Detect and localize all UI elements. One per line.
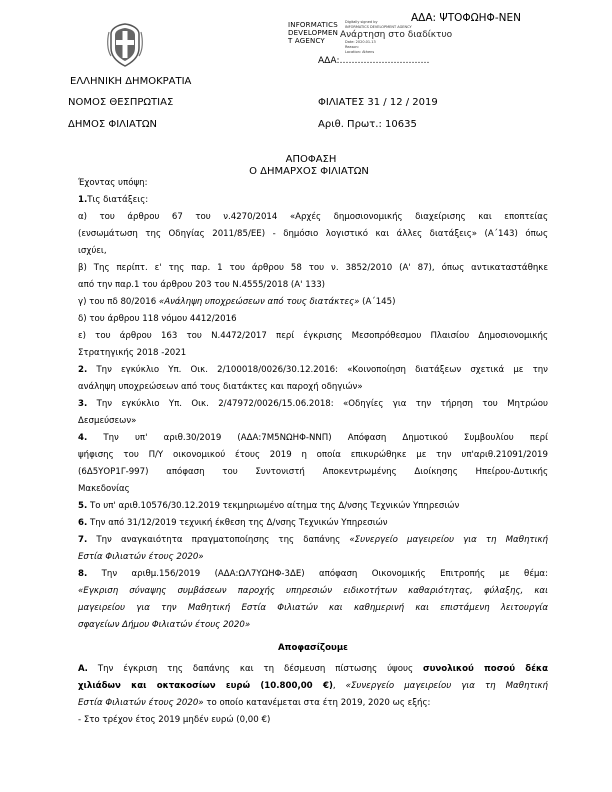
item-1c	[78, 294, 548, 311]
protocol-number: Αριθ. Πρωτ.: 10635	[318, 119, 417, 130]
decision-a-line-2	[78, 678, 548, 695]
stamp-line-1: INFORMATICS	[288, 21, 338, 29]
intro-text: Έχοντας υπόψη:	[78, 178, 148, 188]
item-5-text: Το υπ' αριθ.10576/30.12.2019 τεκμηριωμένο αίτημα της Δ/νσης Τεχνικών Υπηρεσιών	[87, 501, 460, 511]
item-3-line-1	[78, 396, 548, 413]
item-3-text-1: Την εγκύκλιο Υπ. Οικ. 2/47972/0026/15.06.2018: «Οδηγίες για την τήρηση του Μητρώου	[87, 399, 548, 409]
item-5-number: 5.	[78, 501, 88, 511]
stamp-tiny-2: INFORMATICS DEVELOPMENT AGENCY	[345, 25, 412, 29]
decide-heading	[78, 640, 548, 657]
item-5	[78, 498, 548, 515]
item-1e-line-2: Στρατηγικής 2018 -2021	[78, 348, 187, 358]
item-2-text-1: Την εγκύκλιο Υπ. Οικ. 2/100018/0026/30.12.2016: «Κοινοποίηση διατάξεων σχετικά με την	[87, 365, 548, 375]
coat-of-arms-emblem	[105, 22, 145, 68]
stamp-tiny-4: Reason:	[345, 45, 359, 49]
item-7-number: 7.	[78, 535, 88, 545]
item-8-line-4	[78, 617, 548, 634]
item-1b-line-1: β) Της περίπτ. ε' της παρ. 1 του άρθρου 58 του ν. 3852/2010 (Α' 87), όπως αντικαταστάθηκε	[78, 263, 548, 273]
stamp-tiny-3: Date: 2020.01.13	[345, 40, 376, 44]
item-2-line-1	[78, 362, 548, 379]
item-8-italic-1: «Εγκριση σύναψης συμβάσεων παροχής υπηρεσιών ειδικοτήτων καθαριότητας, φύλαξης, και	[78, 586, 548, 596]
item-2-number: 2.	[78, 365, 88, 375]
item-1a-line-2: (ενσωμάτωση της Οδηγίας 2011/85/ΕΕ) - δημόσιο λογιστικό και άλλες διατάξεις» (Α΄143) όπως	[78, 229, 548, 239]
country-name: ΕΛΛΗΝΙΚΗ ΔΗΜΟΚΡΑΤΙΑ	[70, 76, 192, 87]
decision-a-sub: - Στο τρέχον έτος 2019 μηδέν ευρώ (0,00 €)	[78, 715, 271, 725]
stamp-line-2: DEVELOPMEN	[288, 29, 339, 37]
title-mayor: Ο ΔΗΜΑΡΧΟΣ ΦΙΛΙΑΤΩΝ	[249, 166, 369, 177]
stamp-ada-label: ΑΔΑ:…………………………	[318, 56, 430, 66]
item-2-line-2: ανάληψη υποχρεώσεων από τους διατάκτες και παροχή οδηγιών»	[78, 382, 363, 392]
item-4-line-4: Μακεδονίας	[78, 484, 130, 494]
item-3-line-2: Δεσμεύσεων»	[78, 416, 137, 426]
item-3-number: 3.	[78, 399, 88, 409]
item-1c-italic: «Ανάληψη υποχρεώσεων από τους διατάκτες»	[158, 297, 360, 307]
item-1-number: 1.	[78, 195, 88, 205]
decision-a-number: Α.	[78, 664, 88, 674]
decision-a-line-1	[78, 661, 548, 678]
title-decision: ΑΠΟΦΑΣΗ	[285, 154, 337, 165]
municipality-name: ΔΗΜΟΣ ΦΙΛΙΑΤΩΝ	[68, 119, 158, 130]
item-1b-line-2: από την παρ.1 του άρθρου 203 του Ν.4555/2018 (Α' 133)	[78, 280, 326, 290]
item-8-line-2	[78, 583, 548, 600]
prefecture-name: ΝΟΜΟΣ ΘΕΣΠΡΩΤΙΑΣ	[68, 97, 174, 108]
top-ada: ΑΔΑ: ΨΤΟΦΩΗΦ-ΝΕΝ	[411, 12, 521, 24]
decision-a-italic-2: Εστία Φιλιατών έτους 2020»	[78, 698, 204, 708]
item-8-text-1: Την αριθμ.156/2019 (ΑΔΑ:ΩΛ7ΥΩΗΦ-3ΔΕ) απόφαση Οικονομικής Επιτροπής με θέμα:	[87, 569, 548, 579]
item-8-number: 8.	[78, 569, 88, 579]
item-8-italic-2: μαγειρείου για την Μαθητική Εστία Φιλιατών και καθημερινή και επιστάμενη λειτουργία	[78, 603, 548, 613]
item-7-line-2	[78, 549, 548, 566]
document-body	[78, 175, 548, 729]
item-8-italic-3: σφαγείων Δήμου Φιλιατών έτους 2020»	[78, 620, 251, 630]
decision-a-italic-1: «Συνεργείο μαγειρείου για τη Μαθητική	[345, 681, 548, 691]
item-7-italic-1: «Συνεργείο μαγειρείου για τη Μαθητική	[349, 535, 548, 545]
place-date: ΦΙΛΙΑΤΕΣ 31 / 12 / 2019	[318, 97, 438, 108]
decide-heading-text: Αποφασίζουμε	[278, 643, 348, 653]
decision-a-bold-1: συνολικού ποσού δέκα	[422, 664, 548, 674]
item-8-line-1	[78, 566, 548, 583]
item-4-number: 4.	[78, 433, 88, 443]
decision-a-line-3	[78, 695, 548, 712]
item-8-line-3	[78, 600, 548, 617]
decision-a-text: Την έγκριση της δαπάνης και τη δέσμευση πίστωσης ύψους	[87, 664, 423, 674]
item-4-line-3: (6Δ5ΥΟΡ1Γ-997) απόφαση του Συντονιστή Αποκεντρωμένης Διοίκησης Ηπείρου-Δυτικής	[78, 467, 548, 477]
decision-a-bold-2: χιλιάδων και οκτακοσίων ευρώ (10.800,00 €)	[78, 681, 333, 691]
stamp-tiny-1: Digitally signed by	[345, 20, 378, 24]
item-1a-line-1: α) του άρθρου 67 του ν.4270/2014 «Αρχές δημοσιονομικής διαχείρισης και εποπτείας	[78, 212, 548, 222]
item-1d: δ) του άρθρου 118 νόμου 4412/2016	[78, 314, 237, 324]
item-1-text: Τις διατάξεις:	[87, 195, 149, 205]
item-1c-pre: γ) του πδ 80/2016	[78, 297, 159, 307]
item-6-number: 6.	[78, 518, 88, 528]
item-4-text-1: Την υπ' αριθ.30/2019 (ΑΔΑ:7Μ5ΝΩΗΦ-ΝΝΠ) Απόφαση Δημοτικού Συμβουλίου περί	[87, 433, 548, 443]
item-4-line-1	[78, 430, 548, 447]
item-1e-line-1: ε) του άρθρου 163 του Ν.4472/2017 περί έγκρισης Μεσοπρόθεσμου Πλαισίου Δημοσιονομικής	[78, 331, 548, 341]
item-1a-line-3: ισχύει,	[78, 246, 107, 256]
stamp-tiny-5: Location: Athens	[345, 50, 375, 54]
stamp-line-3: T AGENCY	[288, 37, 325, 45]
item-6	[78, 515, 548, 532]
item-1c-post: (Α΄145)	[359, 297, 396, 307]
item-7-text: Την αναγκαιότητα πραγματοποίησης της δαπάνης	[87, 535, 350, 545]
item-4-line-2: ψήφισης του Π/Υ οικονομικού έτους 2019 η οποία επικυρώθηκε με την υπ'αριθ.21091/2019	[78, 450, 548, 460]
item-6-text: Την από 31/12/2019 τεχνική έκθεση της Δ/νσης Τεχνικών Υπηρεσιών	[87, 518, 388, 528]
stamp-overlay-text: Ανάρτηση στο διαδίκτυο	[340, 30, 453, 40]
item-1	[78, 192, 548, 209]
item-7-line-1	[78, 532, 548, 549]
item-7-italic-2: Εστία Φιλιατών έτους 2020»	[78, 552, 204, 562]
decision-a-comma: ,	[332, 681, 346, 691]
decision-a-post: το οποίο κατανέμεται στα έτη 2019, 2020 ως εξής:	[203, 698, 431, 708]
